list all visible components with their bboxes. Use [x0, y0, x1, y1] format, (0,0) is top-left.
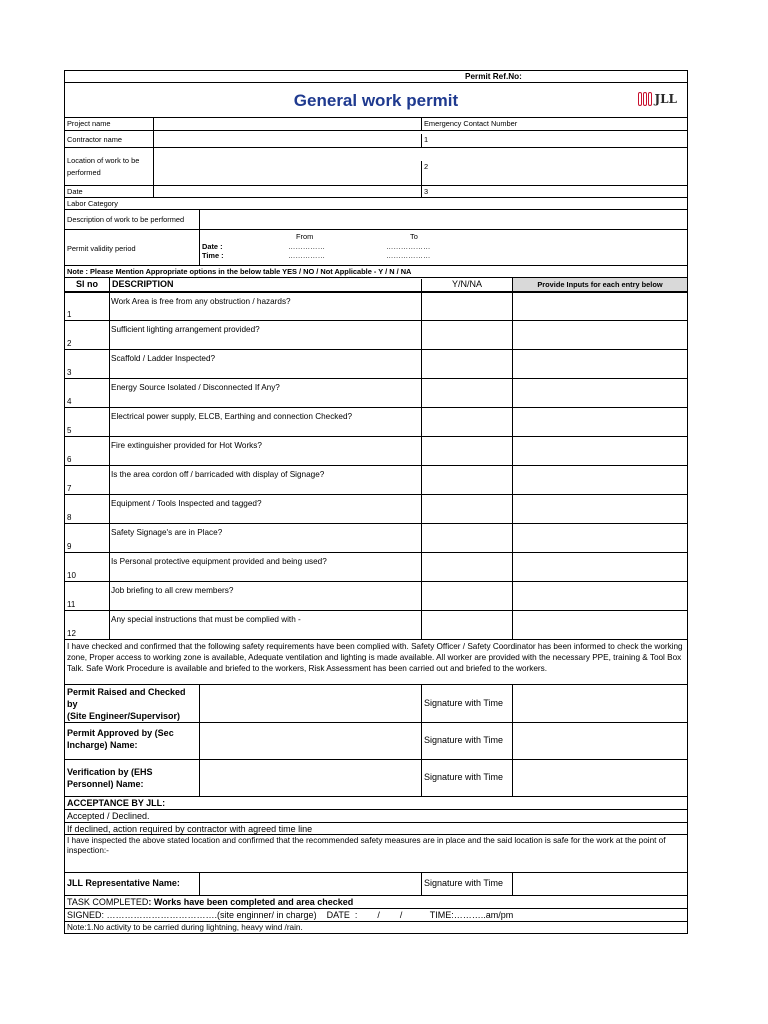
contractor-name-field[interactable] — [153, 131, 421, 147]
location-row — [65, 148, 687, 186]
checklist-row — [65, 379, 687, 408]
from-date-field[interactable]: …………… — [288, 242, 325, 251]
item-input-field[interactable] — [512, 611, 687, 639]
item-yn-field[interactable] — [421, 466, 512, 494]
inspected-statement: I have inspected the above stated location and confirmed that the recommended safety measures are in place and the said location is safe for the work at the point of inspection:- — [67, 836, 666, 855]
validity-time-label: Time : — [202, 251, 224, 260]
approved-label: Permit Approved by (Sec Incharge) Name: — [67, 728, 174, 750]
accepted-declined[interactable]: Accepted / Declined. — [67, 811, 150, 821]
description-label: Description of work to be performed — [67, 215, 185, 224]
page-title: General work permit — [293, 91, 459, 110]
checklist-row — [65, 466, 687, 495]
jll-logo-text: JLL — [654, 92, 677, 106]
item-input-field[interactable] — [512, 495, 687, 523]
item-description: Equipment / Tools Inspected and tagged? — [111, 499, 262, 508]
item-number: 2 — [67, 339, 72, 348]
task-completed-text: : Works have been completed and area checked — [148, 897, 354, 907]
item-number: 5 — [67, 426, 72, 435]
item-number: 7 — [67, 484, 72, 493]
jll-logo-icon — [638, 92, 652, 106]
item-description: Job briefing to all crew members? — [111, 586, 234, 595]
validity-field — [199, 230, 687, 265]
date-row — [65, 186, 687, 198]
col-sl-no: Sl no — [76, 279, 98, 289]
note-row — [65, 922, 687, 934]
validity-date-label: Date : — [202, 242, 223, 251]
item-input-field[interactable] — [512, 379, 687, 407]
date-field[interactable] — [153, 186, 421, 197]
checklist-row — [65, 321, 687, 350]
jll-logo — [638, 92, 677, 106]
approved-row — [65, 723, 687, 760]
item-description: Work Area is free from any obstruction / hazards? — [111, 297, 291, 306]
jll-rep-name-field[interactable] — [199, 873, 421, 895]
item-yn-field[interactable] — [421, 379, 512, 407]
item-input-field[interactable] — [512, 350, 687, 378]
work-permit-form — [64, 70, 688, 934]
item-input-field[interactable] — [512, 437, 687, 465]
date-label: Date — [67, 187, 83, 196]
item-input-field[interactable] — [512, 524, 687, 552]
item-description: Is the area cordon off / barricaded with display of Signage? — [111, 470, 325, 479]
task-completed-prefix: TASK COMPLETED — [67, 897, 149, 907]
validity-label: Permit validity period — [67, 244, 136, 253]
project-row — [65, 118, 687, 131]
location-label — [65, 154, 141, 185]
item-number: 4 — [67, 397, 72, 406]
item-description: Safety Signage's are in Place? — [111, 528, 223, 537]
declined-action: If declined, action required by contractor with agreed time line — [67, 824, 313, 834]
item-input-field[interactable] — [512, 553, 687, 581]
acceptance-heading: ACCEPTANCE BY JLL: — [67, 798, 166, 808]
task-completed-row — [65, 896, 687, 909]
item-yn-field[interactable] — [421, 553, 512, 581]
project-name-label: Project name — [67, 119, 111, 128]
item-number: 12 — [67, 629, 76, 638]
item-input-field[interactable] — [512, 293, 687, 320]
item-number: 9 — [67, 542, 72, 551]
to-label: To — [410, 232, 418, 241]
labor-category-row — [65, 198, 687, 210]
accepted-row — [65, 810, 687, 823]
raised-signature-label: Signature with Time — [421, 685, 512, 722]
acceptance-heading-row — [65, 797, 687, 810]
raised-signature-field[interactable] — [512, 685, 687, 722]
permit-ref-label: Permit Ref.No: — [465, 72, 522, 81]
item-description: Scaffold / Ladder Inspected? — [111, 354, 216, 363]
emergency-contact-label: Emergency Contact Number — [421, 118, 687, 130]
item-yn-field[interactable] — [421, 293, 512, 320]
contractor-row — [65, 131, 687, 148]
location-field[interactable] — [153, 148, 421, 185]
jll-rep-signature-field[interactable] — [512, 873, 687, 895]
item-yn-field[interactable] — [421, 437, 512, 465]
contractor-name-label: Contractor name — [67, 135, 123, 144]
item-number: 1 — [67, 310, 72, 319]
signed-line[interactable]: SIGNED: ……………………………….(site enginner/ in charge) DATE : / / TIME:………..am/pm — [67, 910, 514, 920]
verification-signature-label: Signature with Time — [421, 760, 512, 796]
item-yn-field[interactable] — [421, 408, 512, 436]
contact-2[interactable]: 2 — [421, 161, 687, 185]
item-yn-field[interactable] — [421, 582, 512, 610]
col-yn: Y/N/NA — [421, 279, 512, 291]
note-options: Note : Please Mention Appropriate options in the below table YES / NO / Not Applicable - Y / N / NA — [67, 267, 412, 276]
item-yn-field[interactable] — [421, 350, 512, 378]
checklist-header — [65, 278, 687, 292]
col-inputs: Provide Inputs for each entry below — [512, 278, 687, 291]
raised-row — [65, 685, 687, 723]
item-description: Is Personal protective equipment provided and being used? — [111, 557, 327, 566]
approved-signature-label: Signature with Time — [421, 723, 512, 759]
declined-action-row — [65, 823, 687, 835]
contact-3[interactable]: 3 — [421, 186, 687, 197]
jll-rep-row — [65, 873, 687, 896]
declaration-row — [65, 640, 687, 685]
verification-label: Verification by (EHS Personnel) Name: — [67, 767, 153, 789]
checklist-row — [65, 408, 687, 437]
checklist-body — [65, 292, 687, 640]
item-number: 3 — [67, 368, 72, 377]
item-number: 11 — [67, 600, 76, 609]
validity-row — [65, 230, 687, 266]
item-number: 6 — [67, 455, 72, 464]
item-yn-field[interactable] — [421, 321, 512, 349]
project-name-field[interactable] — [153, 118, 421, 130]
declaration-text: I have checked and confirmed that the following safety requirements have been complied with. Safety Officer / Safety Coordinator has been informed to check the working zone, Proper access to working zone is available, Adequate ventilation and lighting is made available. All worker are provided with the necessary PPE, training & Tool Box Talk. Safe Work Procedure is available and briefed to the workers, Risk Assessment has been carried out and briefed to the workers. — [67, 642, 683, 673]
item-input-field[interactable] — [512, 408, 687, 436]
location-label-line2: performed — [67, 168, 101, 177]
item-number: 8 — [67, 513, 72, 522]
from-label: From — [296, 232, 314, 241]
raised-name-field[interactable] — [199, 685, 421, 722]
item-description: Sufficient lighting arrangement provided? — [111, 325, 260, 334]
approved-signature-field[interactable] — [512, 723, 687, 759]
item-yn-field[interactable] — [421, 611, 512, 639]
note-text: Note:1.No activity to be carried during lightning, heavy wind /rain. — [67, 923, 303, 932]
item-input-field[interactable] — [512, 321, 687, 349]
item-yn-field[interactable] — [421, 524, 512, 552]
item-description: Any special instructions that must be complied with - — [111, 615, 301, 624]
checklist-row — [65, 495, 687, 524]
raised-label: Permit Raised and Checked by (Site Engineer/Supervisor) — [67, 687, 186, 721]
title-row — [65, 83, 687, 118]
checklist-row — [65, 524, 687, 553]
contact-1[interactable]: 1 — [421, 134, 687, 147]
approved-name-field[interactable] — [199, 723, 421, 759]
item-number: 10 — [67, 571, 76, 580]
checklist-row — [65, 611, 687, 640]
verification-name-field[interactable] — [199, 760, 421, 796]
verification-row — [65, 760, 687, 797]
item-input-field[interactable] — [512, 582, 687, 610]
location-label-line1: Location of work to be — [67, 156, 140, 165]
item-description: Energy Source Isolated / Disconnected If Any? — [111, 383, 280, 392]
to-time-field[interactable]: ……………… — [386, 251, 431, 260]
item-description: Fire extinguisher provided for Hot Works? — [111, 441, 262, 450]
col-description: DESCRIPTION — [109, 278, 421, 291]
jll-rep-signature-label: Signature with Time — [421, 873, 512, 895]
signed-row — [65, 909, 687, 922]
verification-signature-field[interactable] — [512, 760, 687, 796]
to-date-field[interactable]: ……………… — [386, 242, 431, 251]
item-description: Electrical power supply, ELCB, Earthing and connection Checked? — [111, 412, 353, 421]
description-row — [65, 210, 687, 230]
item-input-field[interactable] — [512, 466, 687, 494]
checklist-row — [65, 292, 687, 321]
from-time-field[interactable]: …………… — [288, 251, 325, 260]
task-completed — [65, 896, 687, 908]
description-field[interactable] — [199, 210, 687, 229]
item-yn-field[interactable] — [421, 495, 512, 523]
jll-rep-label: JLL Representative Name: — [67, 878, 180, 888]
checklist-row — [65, 350, 687, 379]
checklist-row — [65, 437, 687, 466]
checklist-row — [65, 582, 687, 611]
labor-category-label: Labor Category — [67, 199, 118, 208]
note-options-row — [65, 266, 687, 278]
inspected-row — [65, 835, 687, 873]
permit-ref-row — [65, 70, 687, 83]
checklist-row — [65, 553, 687, 582]
